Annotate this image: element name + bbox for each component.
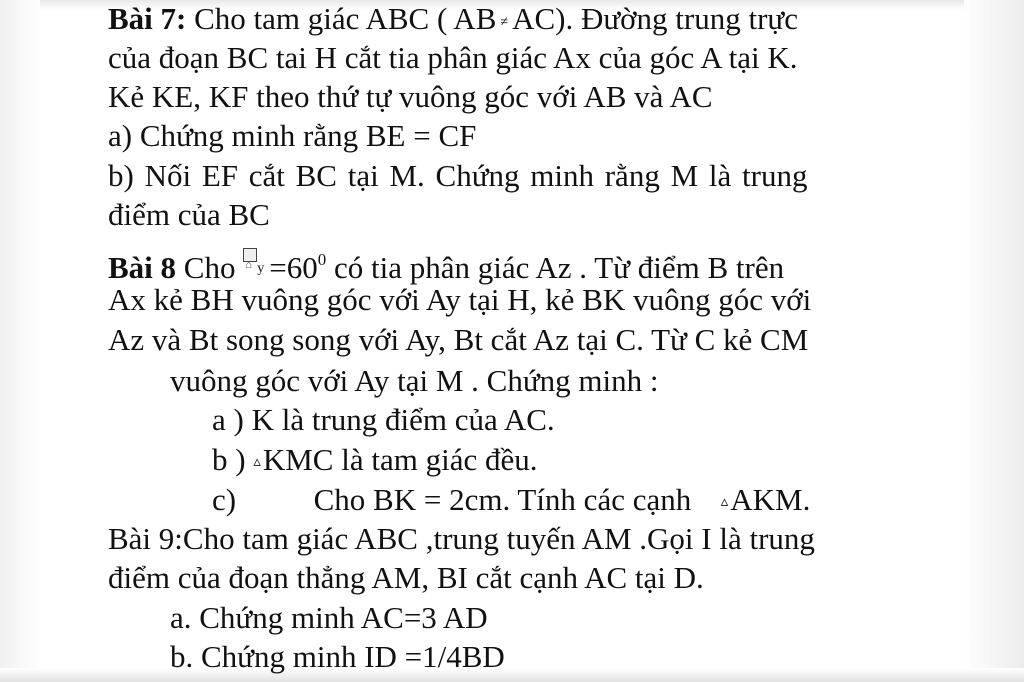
triangle-icon: ▵ (720, 494, 729, 510)
angle-degree-sup: 0 (317, 250, 327, 269)
bai8-part-c-text: Cho BK = 2cm. Tính các cạnh (313, 482, 692, 517)
bai8-title: Bài 8 (108, 250, 177, 285)
angle-xay-image (243, 248, 269, 276)
bai8-part-b (212, 441, 538, 479)
angle-y-label: y (257, 261, 265, 276)
bai8-part-c-prefix: c) (212, 482, 237, 517)
bai8-part-a: a ) K là trung điểm của AC. (212, 402, 555, 437)
bai8-part-c-end: AKM. (730, 482, 811, 517)
bai7-intro-a: Cho tam giác ABC ( AB (194, 1, 497, 36)
bai8-intro-b: có tia phân giác Az . Từ điểm B trên (333, 250, 785, 285)
bai8-part-c (212, 481, 810, 519)
bai9-part-a: a. Chứng minh AC=3 AD (170, 600, 488, 635)
bai9-part-b: b. Chứng minh ID =1/4BD (170, 639, 505, 674)
bai7-line-2: của đoạn BC tai H cắt tia phân giác Ax của góc A tại K. (108, 40, 798, 75)
bai9-line-1: Bài 9:Cho tam giác ABC ,trung tuyến AM .Gọi I là trung (108, 521, 815, 556)
bai8-part-b-text: KMC là tam giác đều. (262, 442, 538, 477)
triangle-icon: ▵ (253, 454, 261, 470)
bai8-line-4: vuông góc với Ay tại M . Chứng minh : (170, 363, 659, 398)
bai7-line-1 (108, 0, 918, 38)
bai7-title: Bài 7: (108, 1, 187, 36)
bai9-line-2: điểm của đoạn thẳng AM, BI cắt cạnh AC tại D. (108, 560, 704, 595)
bai7-part-a: a) Chứng minh rằng BE = CF (108, 118, 477, 153)
bai7-intro-b: AC). Đường trung trực (512, 1, 798, 36)
angle-equals: =60 (269, 250, 318, 285)
bai8-line-2: Ax kẻ BH vuông góc với Ay tại H, kẻ BK vuông góc với (108, 282, 812, 317)
bai8-intro-a: Cho (183, 250, 236, 285)
not-equal-mark: ≠ (500, 15, 509, 30)
bai8-line-1 (108, 241, 785, 285)
bai7-part-b: b) Nối EF cắt BC tại M. Chứng minh rằng M là trung (108, 158, 808, 193)
angle-icon: ⌂ (243, 248, 257, 262)
bai7-part-b-cont: điểm của BC (108, 197, 270, 232)
bai7-line-3: Kẻ KE, KF theo thứ tự vuông góc với AB và AC (108, 79, 713, 114)
bai8-line-3: Az và Bt song song với Ay, Bt cắt Az tại C. Từ C kẻ CM (108, 322, 809, 357)
bai8-part-b-prefix: b ) (212, 442, 246, 477)
